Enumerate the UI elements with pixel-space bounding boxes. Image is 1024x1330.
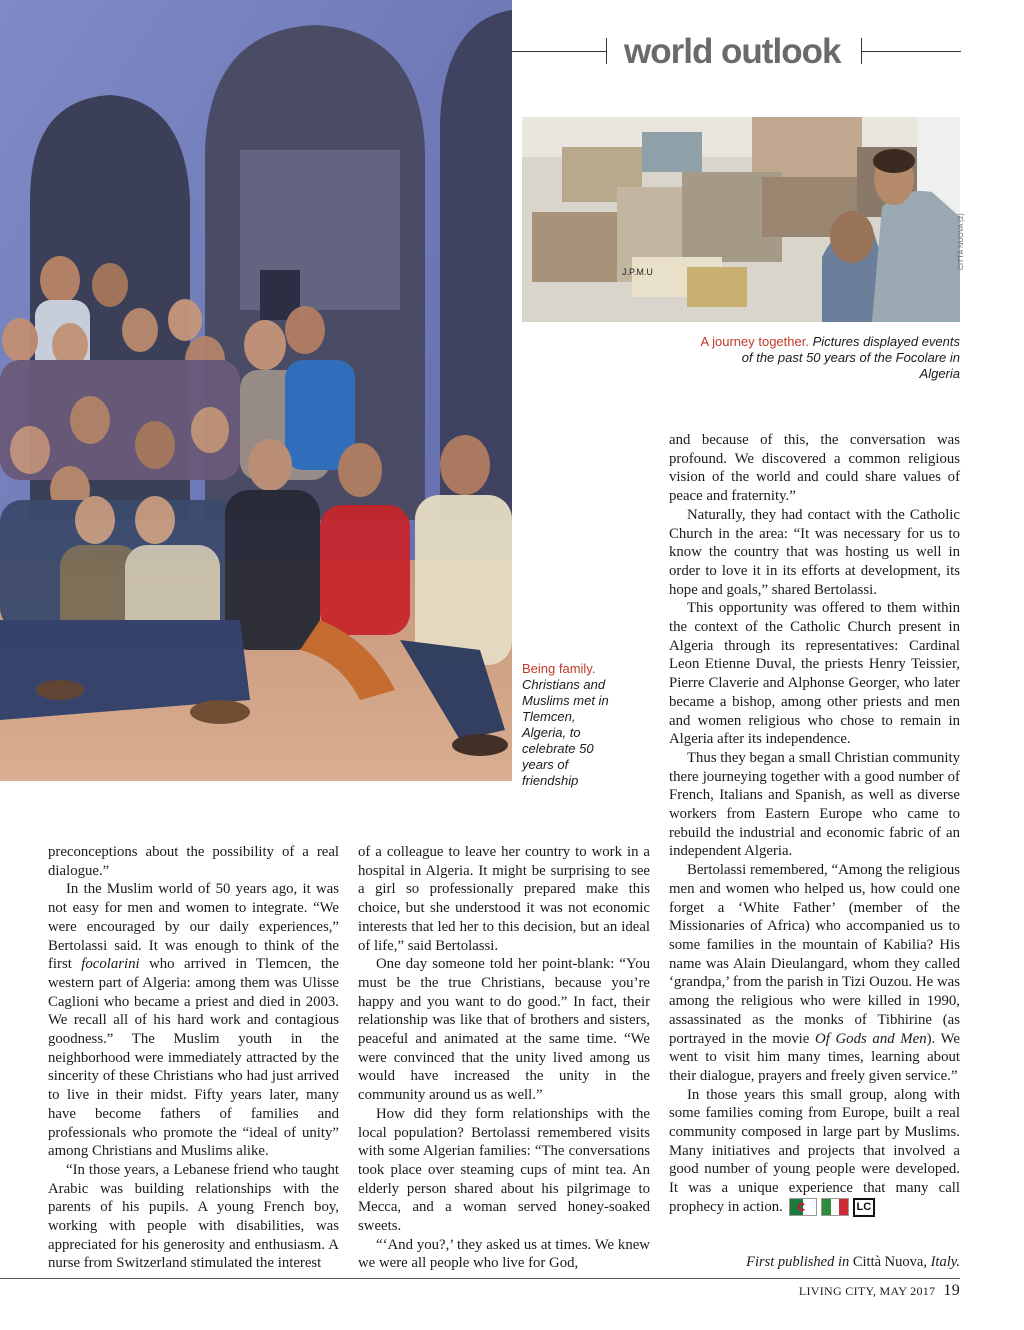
header-rule-left	[512, 51, 606, 52]
paragraph: of a colleague to leave her country to work in a hospital in Algeria. It might be surprising to see a girl so professionally prepared make this choice, but she understood it was not economic interests that led her to this decision, but an ideal of life,” said Bertolassi.	[358, 844, 650, 954]
board-label: J.P.M.U	[622, 267, 653, 277]
published-note: First published in Città Nuova, Italy.	[746, 1254, 960, 1270]
paragraph: “In those years, a Lebanese friend who taught Arabic was building relationships with the parents of his pupils. A young French boy, working with people with disabilities, was appreciated for his generosity and enthusiasm. A nurse from Switzerland stimulated the interest	[48, 1161, 339, 1272]
algeria-flag-icon	[789, 1198, 817, 1216]
paragraph: “‘And you?,’ they asked us at times. We knew we were all people who live for God,	[358, 1236, 650, 1272]
living-city-logo: LC	[853, 1198, 875, 1217]
caption-side	[522, 661, 622, 789]
caption-top-body: Pictures displayed events of the past 50 years of the Focolare in Algeria	[741, 334, 960, 381]
group-photo	[0, 0, 512, 781]
paragraph: In the Muslim world of 50 years ago, it was not easy for men and women to integrate. “We were encouraged by our daily experiences,” Bertolassi said. It was enough to think of the first focolarini who arrived in Tlemcen, the western part of Algeria: among them was Ulisse Caglioni who became a priest and died in 2003. We recall all of his hard work and contagious goodness.” The Muslim youth in the neighborhood were immediately attracted by the sincerity of these Christians who had just arrived to live in their midst. Fifty years later, many have become fathers of families and professionals who promote the “ideal of unity” among Christians and Muslims alike.	[48, 881, 339, 1160]
caption-side-body: Christians and Muslims met in Tlemcen, Algeria, to celebrate 50 years of friendship	[522, 677, 609, 788]
article-column-2	[358, 843, 650, 1273]
movie-title: Of Gods and Men	[815, 1030, 927, 1047]
paragraph: In those years this small group, along with some families coming from Europe, built a real community composed in large part by Muslims. Many initiatives and projects that involved a good number of young people were developed. It was a unique experience that many call prophecy in action. LC	[669, 1086, 960, 1217]
page-number: 19	[943, 1282, 960, 1299]
paragraph: and because of this, the conversation was profound. We discovered a common religious vision of the world and could share values of peace and fraternity.”	[669, 432, 960, 505]
section-header	[512, 30, 972, 74]
paragraph: Naturally, they had contact with the Catholic Church in the area: “It was necessary for us to know the country that was hosting us well in order to love it in its efforts at development, its hope and goals,” shared Bertolassi.	[669, 506, 960, 598]
magazine-issue: LIVING CITY, MAY 2017	[798, 1284, 936, 1298]
caption-top-lead: A journey together.	[700, 334, 809, 349]
end-marks	[789, 1198, 875, 1217]
caption-side-lead: Being family.	[522, 661, 596, 676]
section-title: world outlook	[624, 32, 841, 71]
paragraph: Thus they began a small Christian community there journeying together with a good number of French, Italians and Spanish, as well as diverse workers from Eastern Europe who came to rebuild the industrial and economic fabric of an independent Algeria.	[669, 749, 960, 860]
paragraph: This opportunity was offered to them within the context of the Catholic Church present in Algeria through its representatives: Cardinal Leon Etienne Duval, the priests Henry Teissier, Pierre Claverie and Alphonse Georger, who later became a bishop, among other priests and men and women religious who chose to remain in Algeria after its independence.	[669, 600, 960, 748]
paragraph: How did they form relationships with the local population? Bertolassi remembered visits with some Algerian families: “The conversations took place over steaming cups of mint tea. An elderly person shared about his pilgrimage to Mecca, and a woman served honey-soaked sweets.	[358, 1105, 650, 1235]
header-rule-right	[861, 51, 961, 52]
article-column-3	[669, 431, 960, 1217]
article-column-1	[48, 843, 339, 1273]
caption-top	[700, 334, 960, 382]
paragraph: preconceptions about the possibility of a real dialogue.”	[48, 844, 339, 879]
footer-rule	[0, 1278, 960, 1279]
paragraph: One day someone told her point-blank: “You must be the true Christians, because you’re happy and you want to do good.” In fact, their relationship was like that of brothers and sisters, peaceful and animated at the same time. “We were convinced that the unity lived among us would have increased the unity in the community around us as well.”	[358, 956, 650, 1104]
photo-credit: CITTÀ NUOVA (2)	[958, 213, 965, 270]
published-source: Città Nuova	[852, 1254, 924, 1270]
exhibit-photo	[522, 117, 960, 322]
paragraph: Bertolassi remembered, “Among the religious men and women who helped us, how could one forget a ‘White Father’ (member of the Missionaries of Africa) who accompanied us to some families in the mountain of Kabilia? His name was Alain Dieulangard, whom they called ‘grandpa,’ from the parish in Tizi Ouzou. He was among the religious who were killed in 1990, assassinated as the monks of Tibhirine (as portrayed in the movie Of Gods and Men). We went to visit him many times, learning about their dialogue, prayers and freely given service.”	[669, 862, 960, 1084]
italy-flag-icon	[821, 1198, 849, 1216]
page-footer	[700, 1280, 960, 1302]
header-tick-left	[606, 38, 607, 64]
italic-term: focolarini	[81, 956, 140, 973]
